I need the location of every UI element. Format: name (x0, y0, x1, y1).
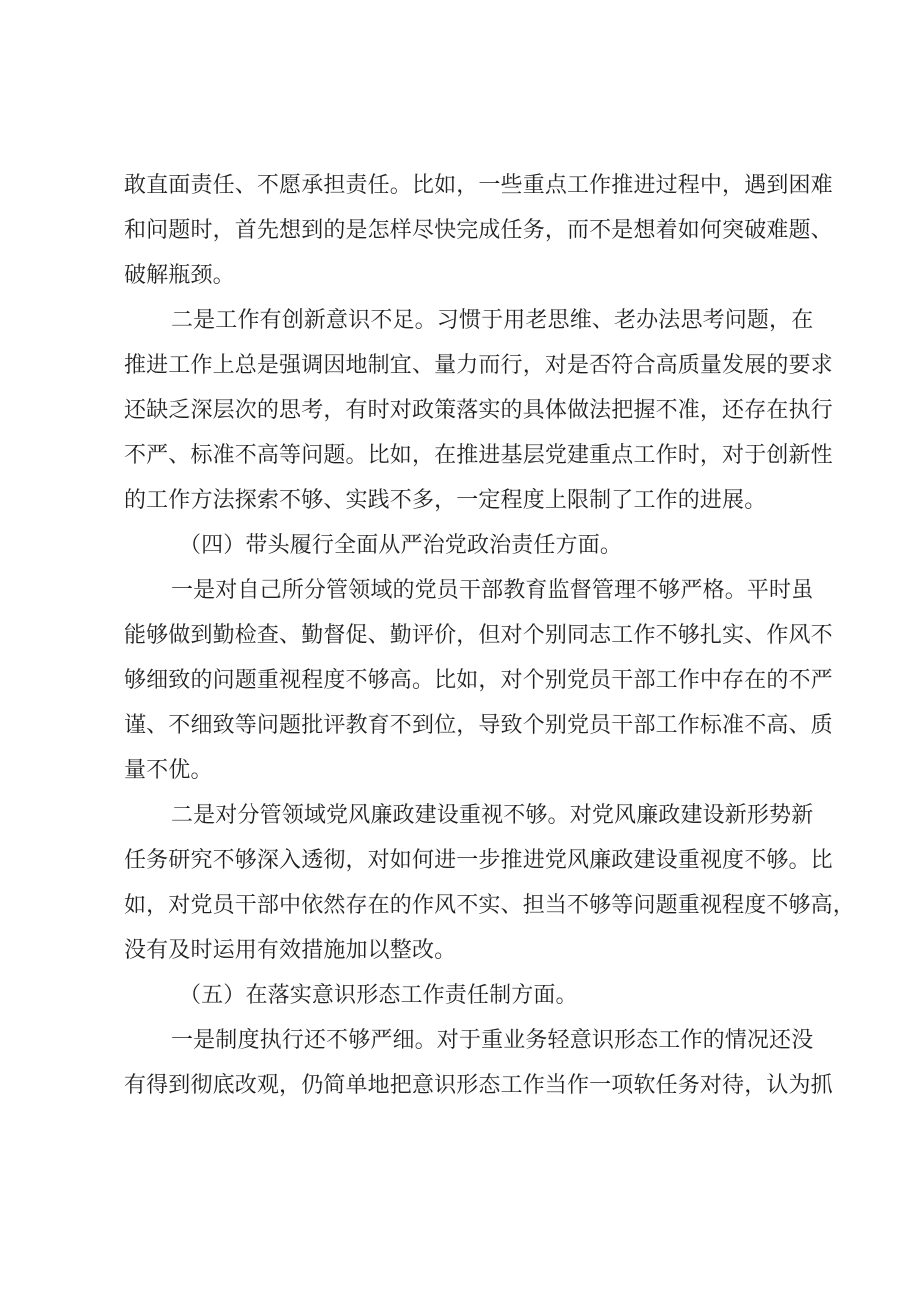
section-heading: （四）带头履行全面从严治党政治责任方面。 (179, 533, 623, 558)
text-line: 一是制度执行还不够严细。对于重业务轻意识形态工作的情况还没 (171, 1028, 814, 1053)
text-line: 破解瓶颈。 (124, 263, 235, 288)
text-line: 量不优。 (124, 758, 213, 783)
text-line: 有得到彻底改观，仍简单地把意识形态工作当作一项软任务对待，认为抓 (124, 1073, 833, 1098)
text-line: 不严、标准不高等问题。比如，在推进基层党建重点工作时，对于创新性 (124, 443, 833, 468)
text-line: 二是对分管领域党风廉政建设重视不够。对党风廉政建设新形势新 (171, 803, 814, 828)
text-line: 一是对自己所分管领域的党员干部教育监督管理不够严格。平时虽 (171, 578, 814, 603)
text-line: 二是工作有创新意识不足。习惯于用老思维、老办法思考问题，在 (171, 308, 814, 333)
text-line: 够细致的问题重视程度不够高。比如，对个别党员干部工作中存在的不严 (124, 668, 833, 693)
text-line: 没有及时运用有效措施加以整改。 (124, 938, 457, 963)
section-heading: （五）在落实意识形态工作责任制方面。 (179, 983, 578, 1008)
text-line: 如，对党员干部中依然存在的作风不实、担当不够等问题重视程度不够高， (124, 893, 855, 918)
text-line: 推进工作上总是强调因地制宜、量力而行，对是否符合高质量发展的要求 (124, 353, 833, 378)
text-line: 还缺乏深层次的思考，有时对政策落实的具体做法把握不准，还存在执行 (124, 398, 833, 423)
text-line: 任务研究不够深入透彻，对如何进一步推进党风廉政建设重视度不够。比 (124, 848, 833, 873)
text-line: 能够做到勤检查、勤督促、勤评价，但对个别同志工作不够扎实、作风不 (124, 623, 833, 648)
text-line: 的工作方法探索不够、实践不多，一定程度上限制了工作的进展。 (124, 488, 767, 513)
text-line: 谨、不细致等问题批评教育不到位，导致个别党员干部工作标准不高、质 (124, 713, 833, 738)
text-line: 和问题时，首先想到的是怎样尽快完成任务，而不是想着如何突破难题、 (124, 218, 833, 243)
text-line: 敢直面责任、不愿承担责任。比如，一些重点工作推进过程中，遇到困难 (124, 173, 833, 198)
